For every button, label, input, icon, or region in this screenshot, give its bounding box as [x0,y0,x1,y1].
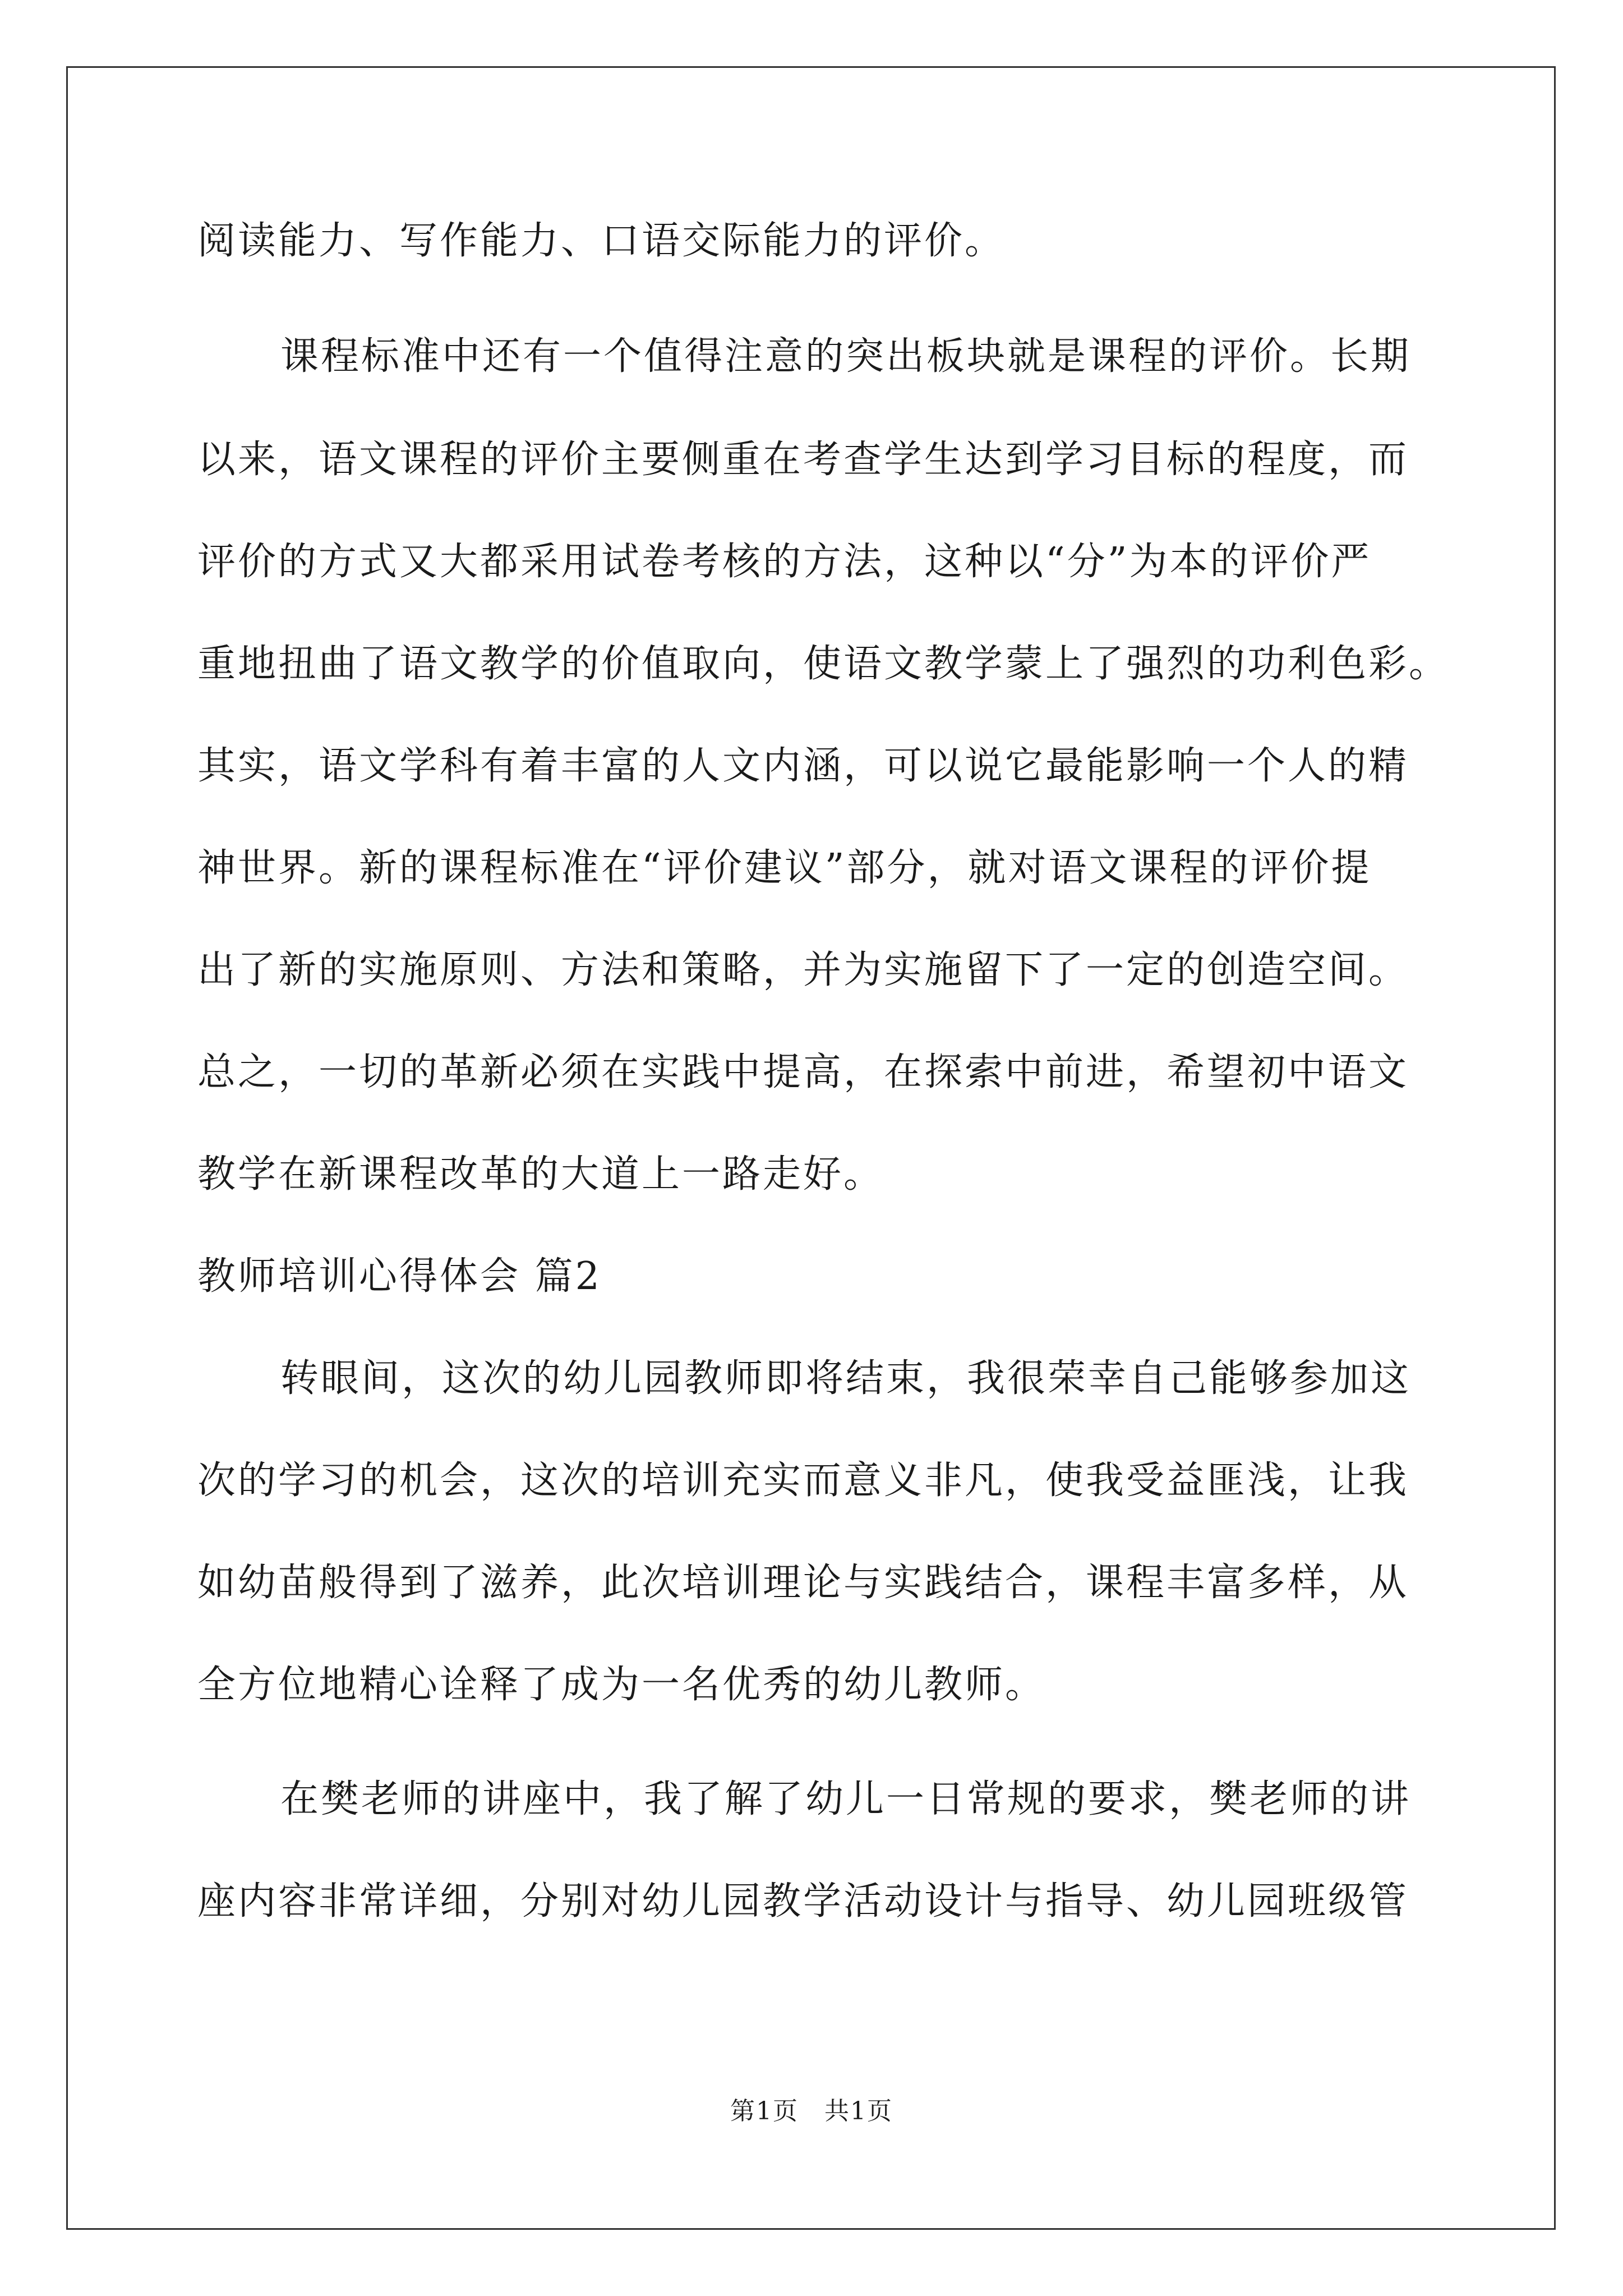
paragraph-start-line: 转眼间，这次的幼儿园教师即将结束，我很荣幸自己能够参加这 [280,1356,1412,1401]
body-text-line: 重地扭曲了语文教学的价值取向，使语文教学蒙上了强烈的功利色彩。 [197,642,1450,686]
paragraph-start-line: 在樊老师的讲座中，我了解了幼儿一日常规的要求，樊老师的讲 [280,1777,1412,1821]
section-heading: 教师培训心得体会 篇2 [197,1254,602,1299]
page-footer: 第1页 共1页 [730,2097,893,2125]
body-text-line: 出了新的实施原则、方法和策略，并为实施留下了一定的创造空间。 [197,948,1409,992]
body-text-line: 如幼苗般得到了滋养，此次培训理论与实践结合，课程丰富多样，从 [197,1561,1409,1605]
body-text-line: 其实，语文学科有着丰富的人文内涵，可以说它最能影响一个人的精 [197,744,1409,788]
paragraph-start-line: 课程标准中还有一个值得注意的突出板块就是课程的评价。长期 [280,334,1412,379]
body-text-line: 全方位地精心诠释了成为一名优秀的幼儿教师。 [197,1663,1046,1707]
body-text-line: 评价的方式又大都采用试卷考核的方法，这种以“分”为本的评价严 [197,540,1372,584]
body-text-line: 神世界。新的课程标准在“评价建议”部分，就对语文课程的评价提 [197,846,1372,890]
body-text-line: 教学在新课程改革的大道上一路走好。 [197,1152,884,1197]
body-text-line: 总之，一切的革新必须在实践中提高，在探索中前进，希望初中语文 [197,1050,1409,1094]
body-text-line: 以来，语文课程的评价主要侧重在考查学生达到学习目标的程度，而 [197,438,1409,482]
body-text-line: 次的学习的机会，这次的培训充实而意义非凡，使我受益匪浅，让我 [197,1458,1409,1503]
body-text-line: 阅读能力、写作能力、口语交际能力的评价。 [197,219,1006,263]
body-text-line: 座内容非常详细，分别对幼儿园教学活动设计与指导、幼儿园班级管 [197,1879,1409,1924]
